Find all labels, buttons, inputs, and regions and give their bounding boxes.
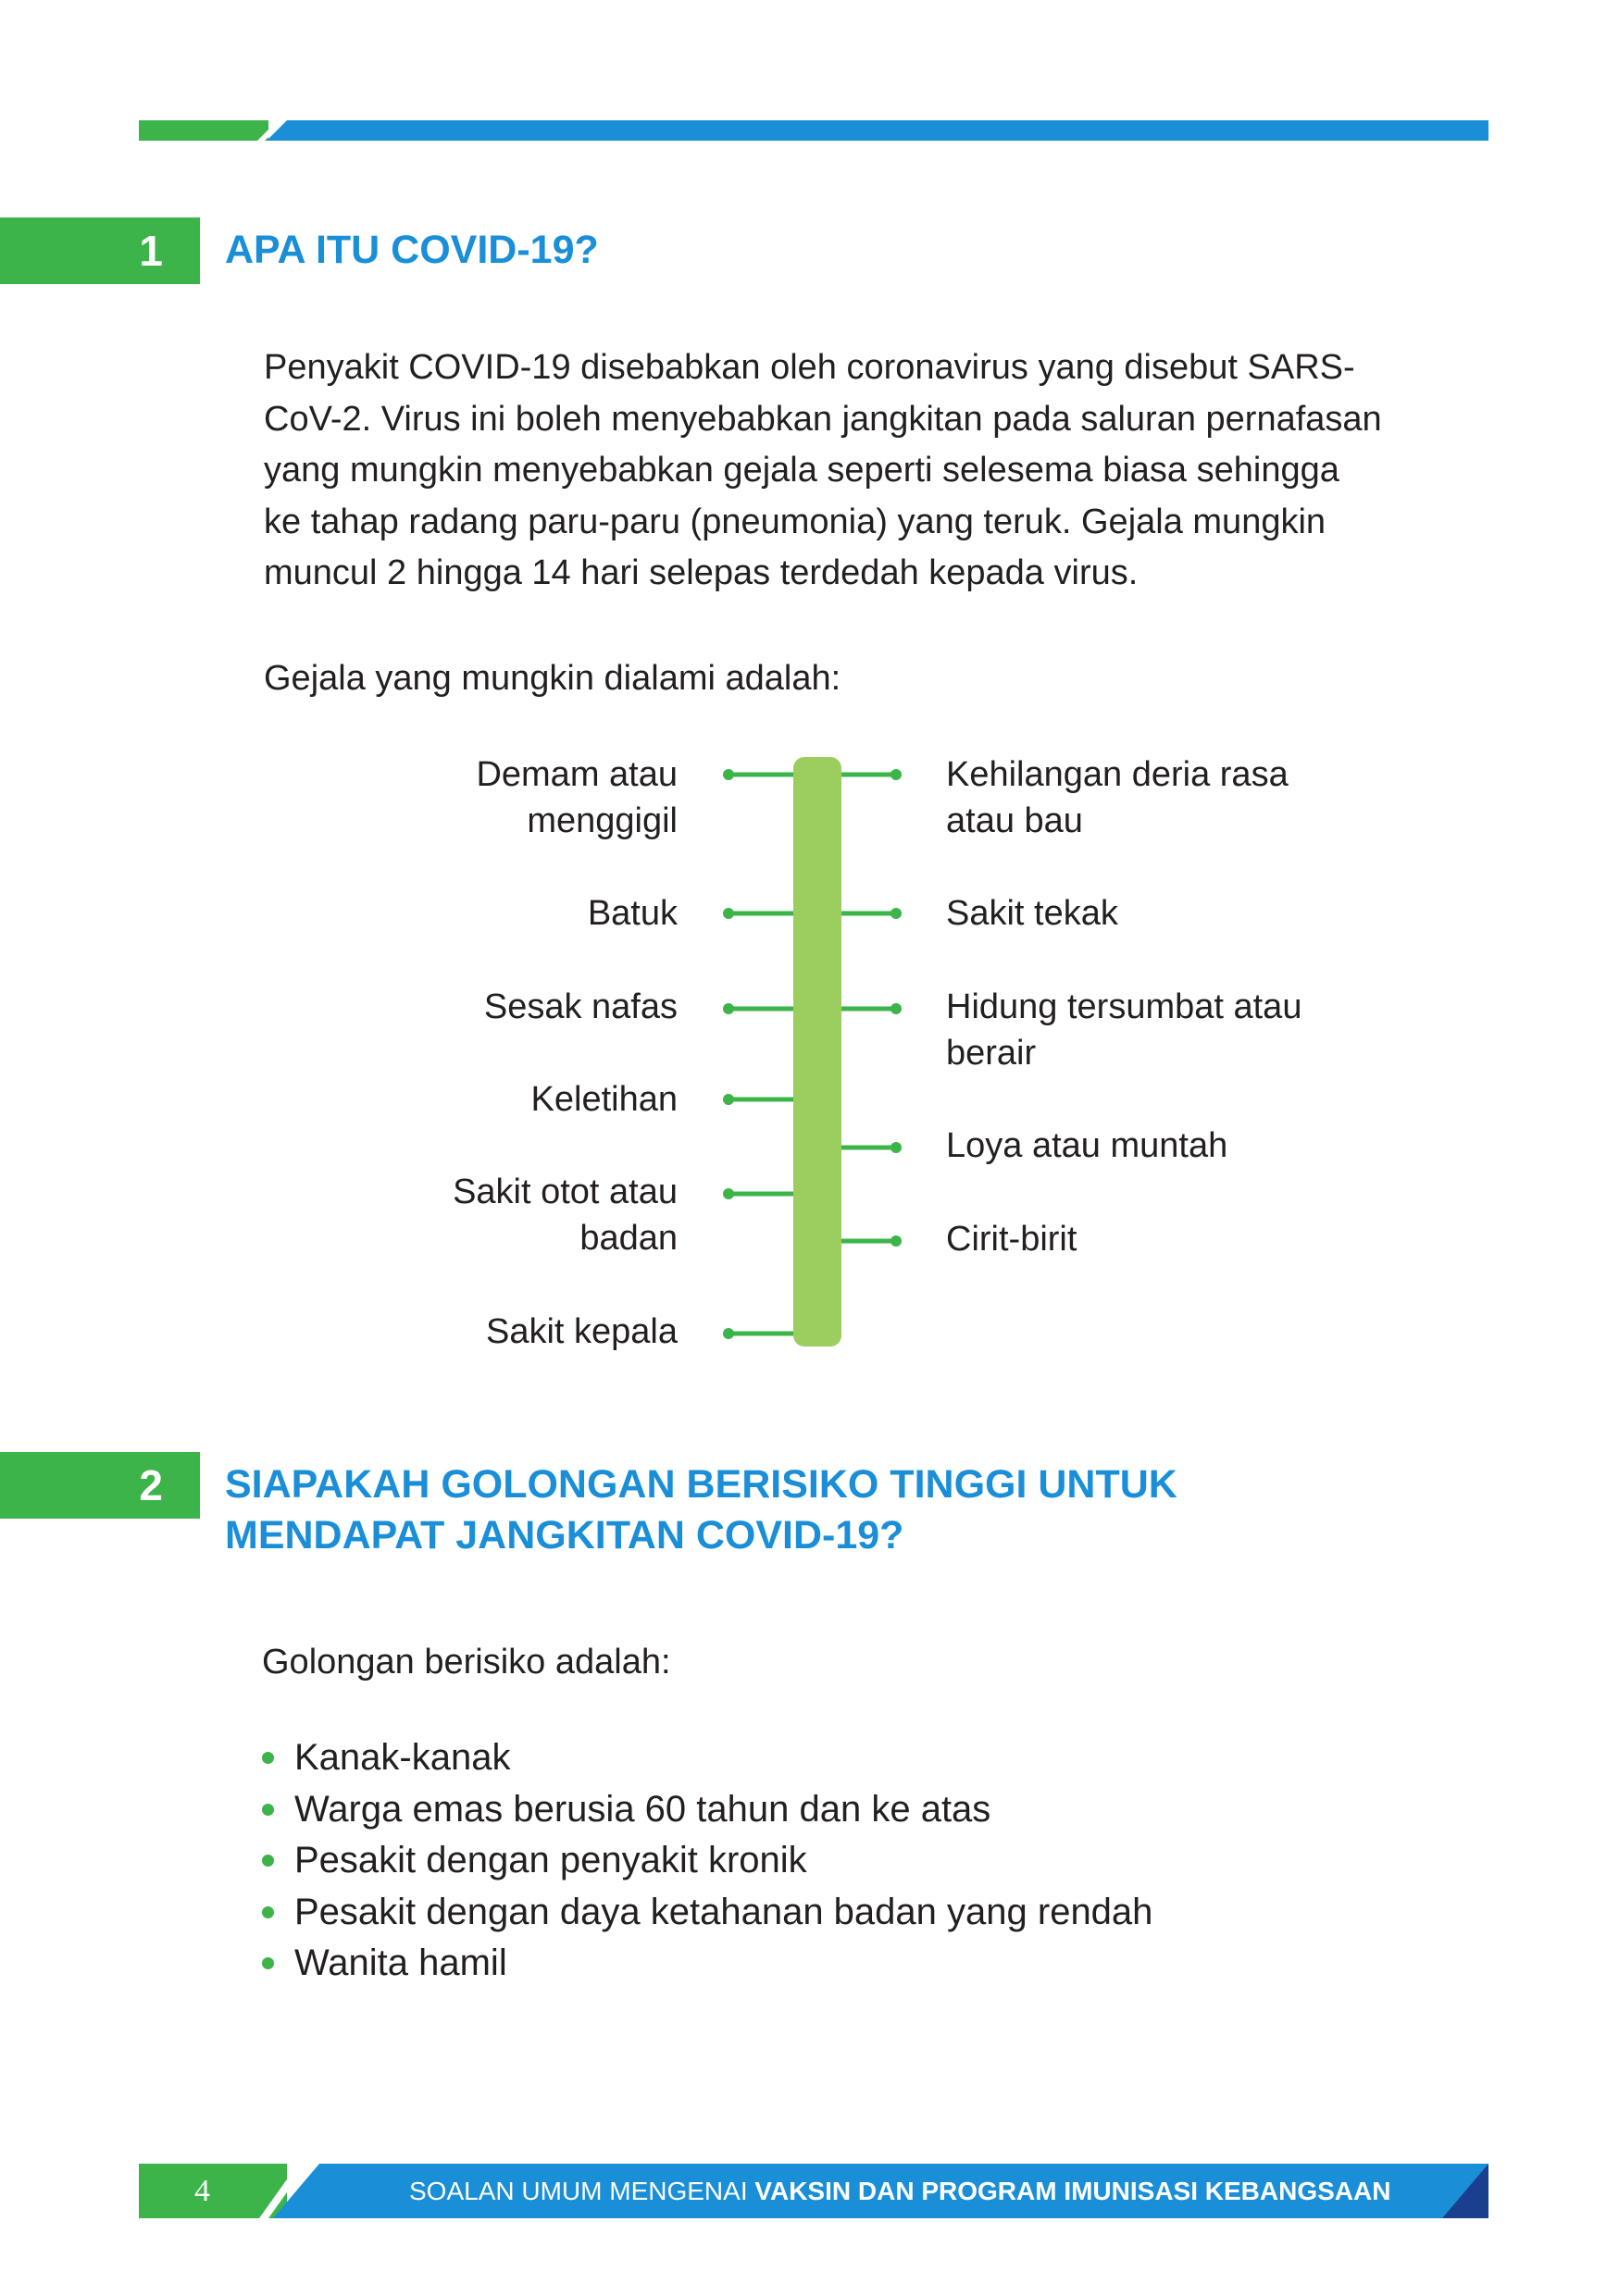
risk-groups-list (262, 1732, 1152, 1990)
connector-dot-right-5 (890, 1235, 902, 1247)
section-1-title: APA ITU COVID-19? (225, 228, 599, 272)
section-2-title-line: MENDAPAT JANGKITAN COVID-19? (225, 1513, 904, 1558)
header-bar-blue (267, 120, 1488, 141)
connector-dot-left-6 (723, 1328, 734, 1339)
section-2-title-line: SIAPAKAH GOLONGAN BERISIKO TINGGI UNTUK (225, 1462, 1177, 1507)
risk-groups-intro: Golongan berisiko adalah: (262, 1643, 671, 1682)
section-2-title (225, 1459, 1177, 1561)
list-item: Pesakit dengan penyakit kronik (262, 1835, 1152, 1887)
header-bar (139, 120, 1488, 141)
connector-dot-left-4 (723, 1094, 734, 1105)
symptom-label-left: Sakit kepala (485, 1312, 678, 1351)
bullet-icon (262, 1906, 274, 1918)
connector-dot-left-2 (723, 908, 734, 919)
section-1-number: 1 (0, 217, 200, 284)
symptom-label-right: Cirit-birit (946, 1220, 1077, 1259)
symptom-label-left: Demam atau menggigil (476, 755, 678, 840)
footer-bar-green (139, 2164, 287, 2218)
paragraph-line: muncul 2 hingga 14 hari selepas terdedah kepada virus. (264, 553, 1139, 592)
symptom-label-right: Sakit tekak (946, 894, 1118, 933)
paragraph-line: ke tahap radang paru-paru (pneumonia) yang teruk. Gejala mungkin (264, 502, 1326, 541)
bullet-icon (262, 1855, 274, 1867)
paragraph-line: Penyakit COVID-19 disebabkan oleh coronavirus yang disebut SARS- (264, 348, 1355, 387)
list-item: Kanak-kanak (262, 1732, 1152, 1784)
list-item: Warga emas berusia 60 tahun dan ke atas (262, 1784, 1152, 1836)
footer-bar (139, 2164, 1488, 2218)
bullet-icon (262, 1752, 274, 1764)
header-bar-green (139, 120, 268, 141)
list-item: Pesakit dengan daya ketahanan badan yang rendah (262, 1887, 1152, 1939)
paragraph-line: yang mungkin menyebabkan gejala seperti selesema biasa sehingga (264, 451, 1339, 490)
paragraph-line: CoV-2. Virus ini boleh menyebabkan jangkitan pada saluran pernafasan (264, 399, 1382, 439)
symptoms-intro: Gejala yang mungkin dialami adalah: (264, 659, 841, 698)
connector-dot-right-2 (890, 908, 902, 919)
list-item: Wanita hamil (262, 1938, 1152, 1990)
connector-dot-left-3 (723, 1003, 734, 1014)
symptom-label-right: Loya atau muntah (946, 1126, 1228, 1165)
symptoms-spine (793, 757, 841, 1347)
page-number: 4 (194, 2174, 210, 2208)
connector-dot-left-1 (723, 769, 734, 780)
section-2-number: 2 (0, 1452, 200, 1519)
symptom-label-right: Hidung tersumbat atau berair (946, 987, 1302, 1073)
connector-dot-right-4 (890, 1142, 902, 1153)
symptom-label-left: Sesak nafas (483, 987, 678, 1026)
bullet-icon (262, 1804, 274, 1816)
footer-title: SOALAN UMUM MENGENAI VAKSIN DAN PROGRAM IMUNISASI KEBANGSAAN (409, 2177, 1391, 2205)
connector-dot-right-3 (890, 1003, 902, 1014)
symptom-label-left: Keletihan (530, 1080, 678, 1119)
connector-dot-left-5 (723, 1188, 734, 1199)
symptom-label-left: Batuk (587, 894, 678, 933)
connector-dot-right-1 (890, 769, 902, 780)
bullet-icon (262, 1957, 274, 1969)
symptom-label-left: Sakit otot atau badan (453, 1173, 678, 1258)
symptom-label-right: Kehilangan deria rasa atau bau (946, 755, 1289, 840)
